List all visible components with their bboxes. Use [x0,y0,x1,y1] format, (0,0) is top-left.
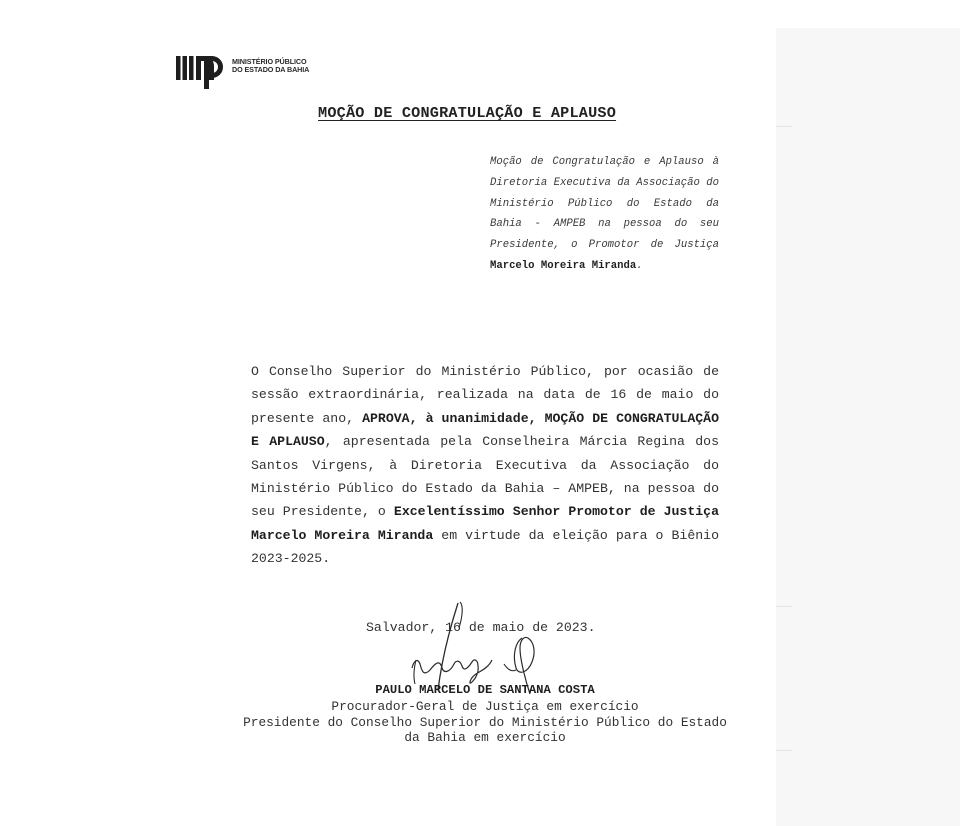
summary-text: Moção de Congratulação e Aplauso à Diretoria Executiva da Associação do Ministério Público do Estado da Bahia - AMPEB na pessoa do seu Presidente, o Promotor de Justiça [490,156,719,252]
document-date: Salvador, 16 de maio de 2023. [366,620,596,635]
institution-name-line1: MINISTÉRIO PÚBLICO [232,57,307,66]
institution-name [232,58,309,74]
summary-honoree: Marcelo Moreira Miranda [490,259,637,272]
adjacent-page-edge [776,28,960,826]
signature-block [240,683,730,746]
page-edge-line [776,126,792,127]
body-part-3: em virtude da eleição para o Biênio 2023-2025. [251,527,719,567]
page-edge-line [776,750,792,751]
institution-name-line2: DO ESTADO DA BAHIA [232,65,310,74]
mp-logo-icon [176,52,226,92]
institution-logo [176,52,309,92]
document-title: MOÇÃO DE CONGRATULAÇÃO E APLAUSO [318,104,617,122]
signer-name: PAULO MARCELO DE SANTANA COSTA [375,683,595,697]
body-part-2: , apresentada pela Conselheira Márcia Regina dos Santos Virgens, à Diretoria Executiva da Associação do Ministério Público do Estado da Bahia – AMPEB, na pessoa do seu Presidente, o [251,434,719,520]
document-body [251,360,719,571]
document-summary [490,152,719,277]
signer-role-1: Procurador-Geral de Justiça em exercício [331,698,639,714]
signer-role-2: Presidente do Conselho Superior do Ministério Público do Estado da Bahia em exercício [243,714,727,746]
page-edge-line [776,606,792,607]
body-bold-2: Excelentíssimo Senhor Promotor de Justiça Marcelo Moreira Miranda [251,504,720,543]
body-bold-1: APROVA, à unanimidade, MOÇÃO DE CONGRATULAÇÃO E APLAUSO [251,410,719,450]
body-part-1: O Conselho Superior do Ministério Público, por ocasião de sessão extraordinária, realizada na data de 16 de maio do presente ano, [251,364,719,426]
summary-end: . [636,259,643,272]
